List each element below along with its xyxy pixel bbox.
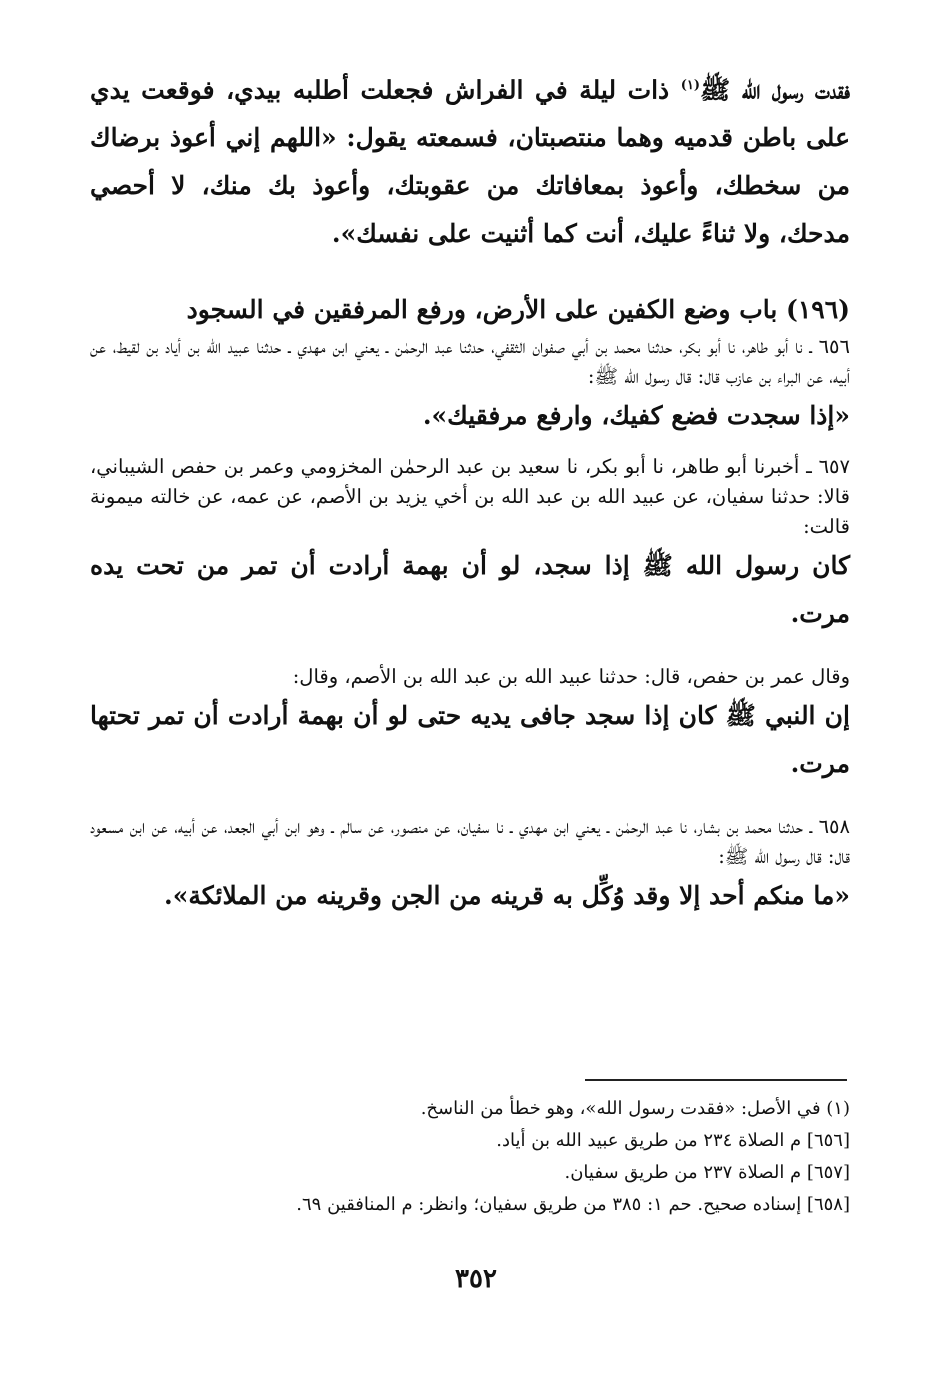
hadith-658-matn: «ما منكم أحد إلا وقد وُكِّل به قرينه من الجن وقرينه من الملائكة».	[164, 881, 850, 911]
intro-text-rest: ذات ليلة في الفراش فجعلت أطلبه بيدي، فوقعت يدي على باطن قدميه وهما منتصبتان، فسمعته يقول: «اللهم إني أعوذ برضاك من سخطك، وأعوذ بمعافاتك من عقوبتك، وأعوذ بك منك، لا أحصي مدحك، ولا ثناءً عليك، أنت كما أثنيت على نفسك».	[90, 75, 850, 249]
footnote-657: [٦٥٧] م الصلاة ٢٣٧ من طريق سفيان.	[564, 1162, 850, 1183]
hadith-657-isnad-2: وقال عمر بن حفص، قال: حدثنا عبيد الله بن عبد الله بن الأصم، وقال:	[292, 665, 850, 689]
footnote-656: [٦٥٦] م الصلاة ٢٣٤ من طريق عبيد الله بن أياد.	[496, 1130, 850, 1151]
spacer	[90, 638, 850, 662]
footnote-ref: (١)	[680, 78, 700, 93]
footnotes	[120, 1093, 850, 1221]
footnote-divider	[585, 1079, 847, 1081]
hadith-657-matn-2: إن النبي ﷺ كان إذا سجد جافى يديه حتى لو أن بهمة أرادت أن تمر تحتها مرت.	[90, 701, 850, 779]
hadith-657-matn: كان رسول الله ﷺ إذا سجد، لو أن بهمة أرادت أن تمر من تحت يده مرت.	[90, 551, 850, 629]
spacer	[90, 440, 850, 452]
hadith-658-isnad: ٦٥٨ ـ حدثنا محمد بن بشار، نا عبد الرحمٰن ـ يعني ابن مهدي ـ نا سفيان، عن منصور، عن سالم ـ وهو ابن أبي الجعد، عن أبيه، عن ابن مسعود قال: قال رسول الله ﷺ:	[90, 815, 850, 869]
hadith-656-matn: «إذا سجدت فضع كفيك، وارفع مرفقيك».	[422, 401, 850, 431]
chapter-heading: (١٩٦) باب وضع الكفين على الأرض، ورفع المرفقين في السجود	[186, 295, 850, 325]
hadith-657-isnad: ٦٥٧ ـ أخبرنا أبو طاهر، نا أبو بكر، نا سعيد بن عبد الرحمٰن المخزومي وعمر بن حفص الشيباني، قالا: حدثنا سفيان، عن عبيد الله بن عبد الله بن أخي يزيد بن الأصم، عن عمه، عن خالته ميمونة قالت:	[90, 455, 850, 539]
intro-paragraph	[90, 62, 850, 258]
page-number: ٣٥٢	[455, 1264, 497, 1294]
footnote-658: [٦٥٨] إسناده صحيح. حم ١: ٣٨٥ من طريق سفيان؛ وانظر: م المنافقين ٦٩.	[296, 1194, 850, 1215]
hadith-656-isnad: ٦٥٦ ـ نا أبو طاهر، نا أبو بكر، حدثنا محمد بن أبي صفوان الثقفي، حدثنا عبد الرحمٰن ـ يعني ابن مهدي ـ حدثنا عبيد الله بن أياد بن لقيط، عن أبيه، عن البراء بن عازب قال: قال رسول الله ﷺ:	[90, 335, 850, 389]
spacer	[90, 258, 850, 282]
main-text	[90, 62, 850, 920]
spacer	[90, 788, 850, 812]
intro-text-start: فقدت رسول الله ﷺ	[700, 75, 851, 105]
footnote-1: (١) في الأصل: «فقدت رسول الله»، وهو خطأ من الناسخ.	[420, 1098, 850, 1119]
